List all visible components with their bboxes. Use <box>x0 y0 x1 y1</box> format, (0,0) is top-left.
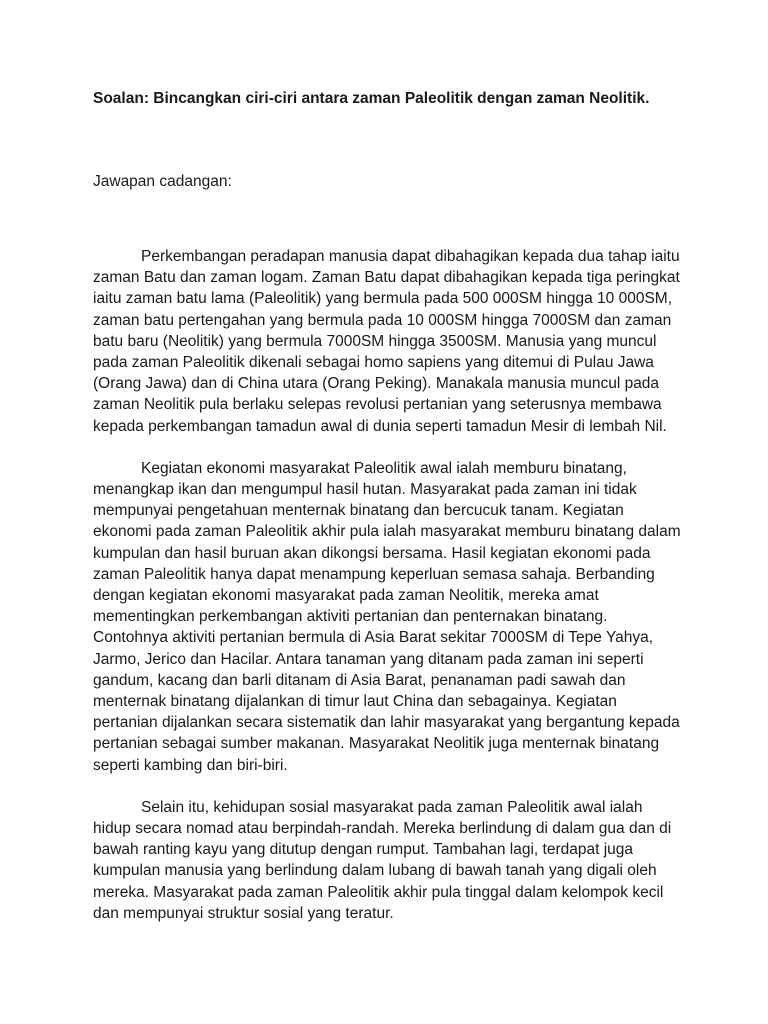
answer-label: Jawapan cadangan: <box>93 173 232 190</box>
paragraph-social-life: Selain itu, kehidupan sosial masyarakat pada zaman Paleolitik awal ialah hidup secara nomad atau berpindah-randah. Mereka berlindung di dalam gua dan di bawah ranting kayu yang ditutup dengan rumput. Tambahan lagi, terdapat juga kumpulan manusia yang berlindung dalam lubang di bawah tanah yang digali oleh mereka. Masyarakat pada zaman Paleolitik akhir pula tinggal dalam kelompok kecil dan mempunyai struktur sosial yang teratur. <box>93 798 672 922</box>
question-heading: Soalan: Bincangkan ciri-ciri antara zaman Paleolitik dengan zaman Neolitik. <box>93 90 650 107</box>
paragraph-introduction: Perkembangan peradapan manusia dapat dibahagikan kepada dua tahap iaitu zaman Batu dan zaman logam. Zaman Batu dapat dibahagikan kepada tiga peringkat iaitu zaman batu lama (Paleolitik) yang bermula pada 500 000SM hingga 10 000SM, zaman batu pertengahan yang bermula pada 10 000SM hingga 7000SM dan zaman batu baru (Neolitik) yang bermula 7000SM hingga 3500SM. Manusia yang muncul pada zaman Paleolitik dikenali sebagai homo sapiens yang ditemui di Pulau Jawa (Orang Jawa) dan di China utara (Orang Peking). Manakala manusia muncul pada zaman Neolitik pula berlaku selepas revolusi pertanian yang seterusnya membawa kepada perkembangan tamadun awal di dunia seperti tamadun Mesir di lembah Nil. <box>93 248 680 435</box>
paragraph-economy: Kegiatan ekonomi masyarakat Paleolitik awal ialah memburu binatang, menangkap ikan dan mengumpul hasil hutan. Masyarakat pada zaman ini tidak mempunyai pengetahuan menternak binatang dan bercucuk tanam. Kegiatan ekonomi pada zaman Paleolitik akhir pula ialah masyarakat memburu binatang dalam kumpulan dan hasil buruan akan dikongsi bersama. Hasil kegiatan ekonomi pada zaman Paleolitik hanya dapat menampung keperluan semasa sahaja. Berbanding dengan kegiatan ekonomi masyarakat pada zaman Neolitik, mereka amat mementingkan perkembangan aktiviti pertanian dan penternakan binatang. Contohnya aktiviti pertanian bermula di Asia Barat sekitar 7000SM di Tepe Yahya, Jarmo, Jerico dan Hacilar. Antara tanaman yang ditanam pada zaman ini seperti gandum, kacang dan barli ditanam di Asia Barat, penanaman padi sawah dan menternak binatang dijalankan di timur laut China dan sebagainya. Kegiatan pertanian dijalankan secara sistematik dan lahir masyarakat yang bergantung kepada pertanian sebagai sumber makanan. Masyarakat Neolitik juga menternak binatang seperti kambing dan biri-biri. <box>93 459 681 774</box>
document-page <box>93 88 683 924</box>
